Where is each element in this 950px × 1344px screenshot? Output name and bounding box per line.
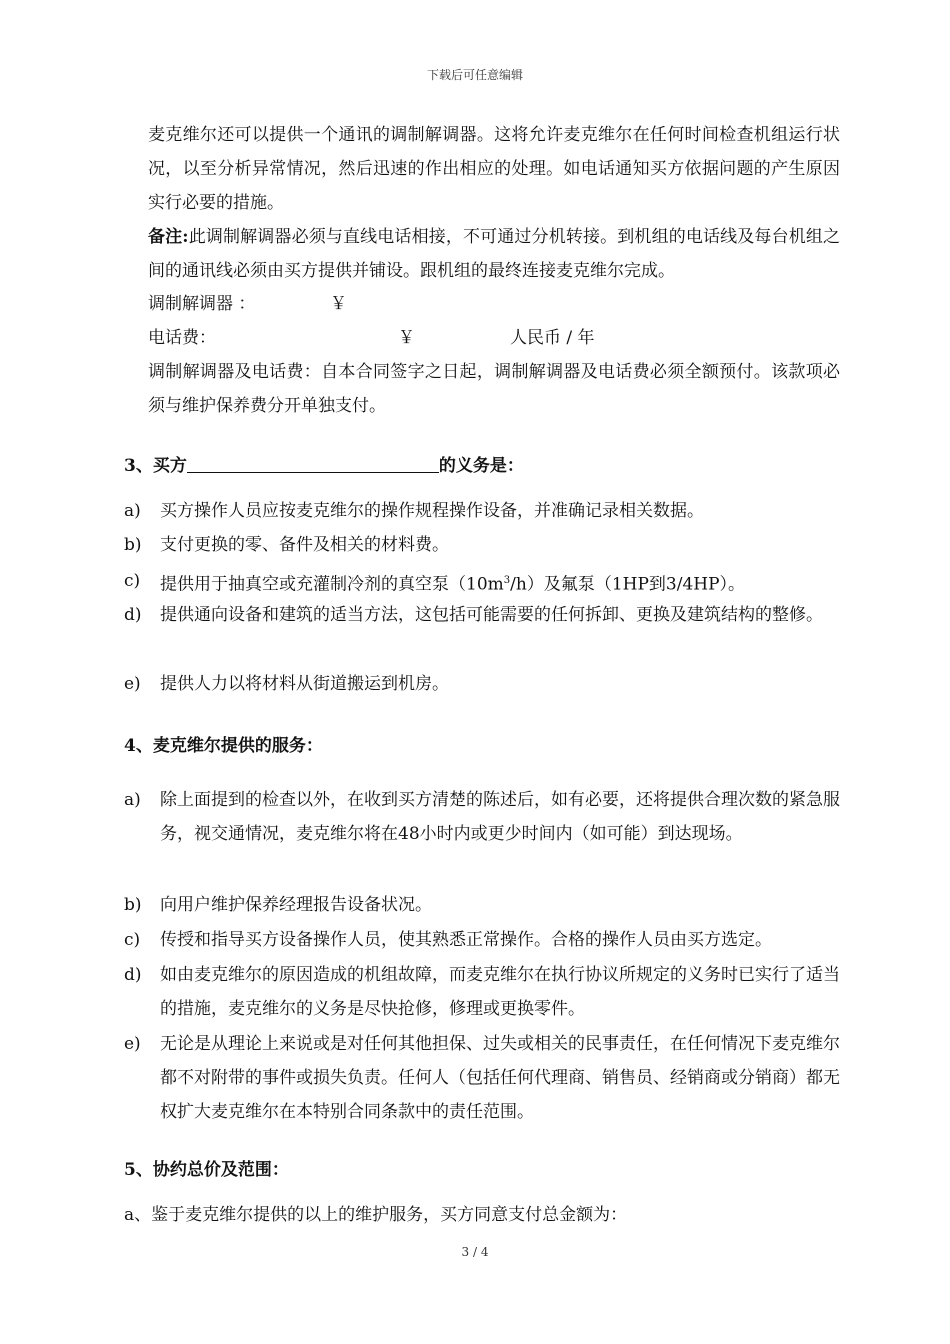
list-item <box>124 783 840 851</box>
superscript: 3 <box>503 575 511 586</box>
list-text: 传授和指导买方设备操作人员，使其熟悉正常操作。合格的操作人员由买方选定。 <box>160 930 772 950</box>
list-item <box>124 1027 840 1129</box>
note-label: 备注: <box>148 227 189 247</box>
phone-currency: ￥ <box>398 328 415 348</box>
list-marker: a) <box>124 790 141 810</box>
list-item <box>124 494 840 528</box>
list-text-part: 提供用于抽真空或充灌制冷剂的真空泵（10m <box>160 574 504 595</box>
list-text-part: /h）及氟泵（1HP到3/4HP）。 <box>510 574 746 595</box>
list-marker: b) <box>124 895 142 915</box>
note-paragraph <box>148 220 840 288</box>
page-number: 3 / 4 <box>461 1245 489 1259</box>
list-item <box>124 923 840 957</box>
section5-title: 5、协约总价及范围： <box>124 1160 289 1180</box>
section3-title-pre: 3、买方 <box>124 456 187 476</box>
list-text: 买方操作人员应按麦克维尔的操作规程操作设备，并准确记录相关数据。 <box>160 501 704 521</box>
section4-title: 4、麦克维尔提供的服务： <box>124 736 323 756</box>
list-text: 除上面提到的检查以外，在收到买方清楚的陈述后，如有必要，还将提供合理次数的紧急服务，视交通情况，麦克维尔将在48小时内或更少时间内（如可能）到达现场。 <box>160 790 840 844</box>
modem-currency: ￥ <box>330 294 347 314</box>
list-text: 支付更换的零、备件及相关的材料费。 <box>160 535 449 555</box>
section3-title-post: 的义务是： <box>438 456 524 476</box>
note-text: 此调制解调器必须与直线电话相接，不可通过分机转接。到机组的电话线及每台机组之间的通讯线必须由买方提供并铺设。跟机组的最终连接麦克维尔完成。 <box>148 227 840 281</box>
list-marker: d) <box>124 605 142 625</box>
list-marker: c) <box>124 930 141 950</box>
list-text: 无论是从理论上来说或是对任何其他担保、过失或相关的民事责任，在任何情况下麦克维尔都不对附带的事件或损失负责。任何人（包括任何代理商、销售员、经销商或分销商）都无权扩大麦克维尔在本特别合同条款中的责任范围。 <box>160 1034 840 1122</box>
phone-label: 电话费： <box>148 328 216 348</box>
buyer-name-blank <box>187 452 439 473</box>
list-item <box>124 598 840 632</box>
page-header: 下载后可任意编辑 <box>426 68 523 82</box>
list-item <box>124 958 840 1026</box>
list-item <box>124 564 840 602</box>
list-text <box>160 564 840 602</box>
payment-paragraph: 调制解调器及电话费：自本合同签字之日起，调制解调器及电话费必须全额预付。该款项必须与维护保养费分开单独支付。 <box>148 362 840 416</box>
list-marker: a) <box>124 501 141 521</box>
list-marker: b) <box>124 535 142 555</box>
list-marker: c) <box>124 571 141 591</box>
section3-title <box>124 449 524 483</box>
list-marker: d) <box>124 965 142 985</box>
list-item <box>124 888 840 922</box>
list-text: 提供人力以将材料从街道搬运到机房。 <box>160 674 449 694</box>
list-marker: e) <box>124 1034 141 1054</box>
list-text: 提供通向设备和建筑的适当方法，这包括可能需要的任何拆卸、更换及建筑结构的整修。 <box>160 605 823 625</box>
list-marker: e) <box>124 674 141 694</box>
list-text: 向用户维护保养经理报告设备状况。 <box>160 895 432 915</box>
list-text: 如由麦克维尔的原因造成的机组故障，而麦克维尔在执行协议所规定的义务时已实行了适当的措施，麦克维尔的义务是尽快抢修，修理或更换零件。 <box>160 965 840 1019</box>
modem-paragraph: 麦克维尔还可以提供一个通讯的调制解调器。这将允许麦克维尔在任何时间检查机组运行状况，以至分析异常情况，然后迅速的作出相应的处理。如电话通知买方依据问题的产生原因实行必要的措施。 <box>148 125 840 213</box>
section5-item-a: a、鉴于麦克维尔提供的以上的维护服务，买方同意支付总金额为： <box>124 1205 628 1225</box>
list-item <box>124 528 840 562</box>
list-item <box>124 667 840 701</box>
modem-label: 调制解调器 ： <box>148 294 256 314</box>
phone-unit: 人民币 / 年 <box>510 328 595 348</box>
